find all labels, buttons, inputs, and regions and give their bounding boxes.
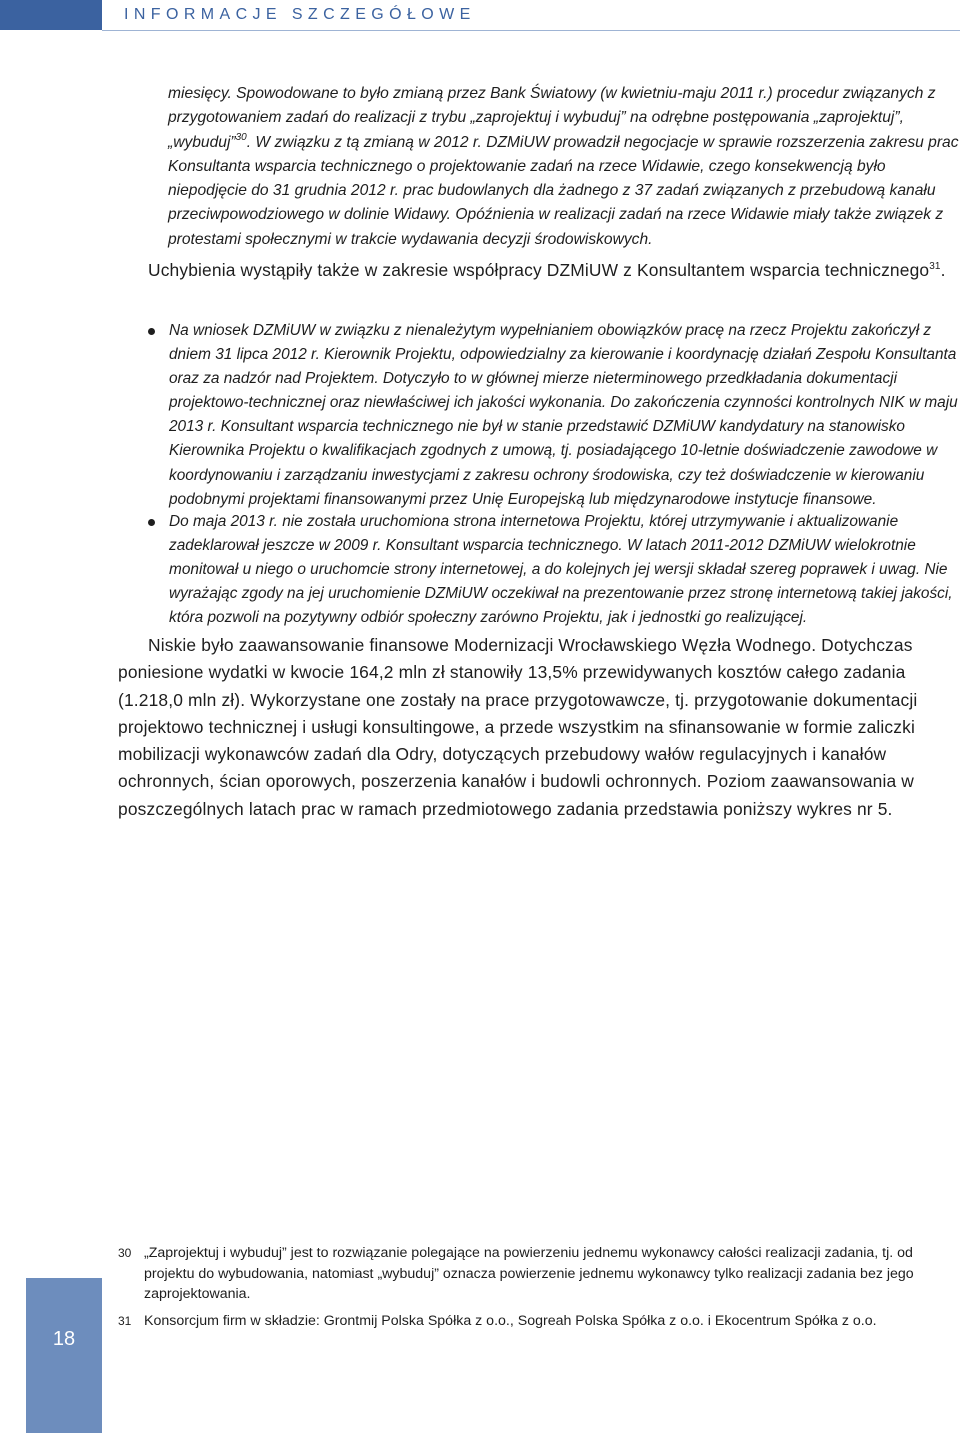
paragraph-financial-progress: [118, 632, 960, 823]
header-accent-bar: [0, 0, 102, 30]
section-header-title: INFORMACJE SZCZEGÓŁOWE: [124, 6, 476, 23]
bullet-item-website: [118, 510, 960, 630]
bullet-item-project-manager: [118, 319, 960, 512]
footnote-text: „Zaprojektuj i wybuduj” jest to rozwiązanie polegające na powierzeniu jednemu wykonawcy całości realizacji zadania, tj. od projektu do wybudowania, natomiast „wybuduj” oznacza powierzenie jednemu wykonawcy tylko realizacji zadania bez jego zaprojektowania.: [144, 1245, 914, 1302]
bullet-dot-icon: [148, 519, 155, 526]
footnote-31: [118, 1311, 960, 1332]
footnote-30: [118, 1243, 960, 1305]
header-rule: [102, 30, 960, 31]
footnote-ref-30[interactable]: 30: [235, 131, 247, 143]
bullet-text: Na wniosek DZMiUW w związku z nienależytym wypełnianiem obowiązków pracę na rzecz Projektu zakończył z dniem 31 lipca 2012 r. Kierownik Projektu, odpowiedzialny za kierowanie i koordynację działań Zespołu Konsultanta oraz za nadzór nad Projektem. Dotyczyło to w głównej mierze nieterminowego przedkładania dokumentacji projektowo-technicznej oraz niewłaściwej ich jakości wykonania. Do zakończenia czynności kontrolnych NIK w maju 2013 r. Konsultant wsparcia technicznego nie był w stanie przedstawić DZMiUW kandydatury na stanowisko Kierownika Projektu o kwalifikacjach zgodnych z umową, tj. posiadającego 10-letnie doświadczenie zawodowe w koordynowaniu i zarządzaniu inwestycjami z zakresu ochrony środowiska, czy też doświadczenie w kierowaniu podobnymi projektami finansowanymi przez Unię Europejską lub międzynarodowe instytucje finansowe.: [169, 322, 958, 508]
paragraph-consultant-issues: [118, 257, 960, 284]
page-number: 18: [52, 1328, 76, 1350]
italic-intro-paragraph: [168, 82, 960, 252]
footnote-ref-31[interactable]: 31: [929, 261, 941, 272]
paragraph-consultant-text: Uchybienia wystąpiły także w zakresie współpracy DZMiUW z Konsultantem wsparcia technicznego: [148, 260, 930, 280]
paragraph-consultant-end: .: [940, 260, 946, 280]
italic-intro-text-1: miesięcy. Spowodowane to było zmianą przez Bank Światowy (w kwietniu-maju 2011 r.) procedur związanych z przygotowaniem zadań do realizacji z trybu „zaprojektuj i wybuduj” na odrębne postępowania „zaprojektuj”, „wybuduj”: [168, 85, 936, 151]
footnote-number: 30: [118, 1246, 132, 1260]
paragraph-financial-text: Niskie było zaawansowanie finansowe Modernizacji Wrocławskiego Węzła Wodnego. Dotychczas poniesione wydatki w kwocie 164,2 mln zł stanowiły 13,5% przewidywanych kosztów całego zadania (1.218,0 mln zł). Wykorzystane one zostały na prace przygotowawcze, tj. przygotowanie dokumentacji projektowo technicznej i usługi konsultingowe, a przede wszystkim na sfinansowanie w formie zaliczki mobilizacji wykonawców zadań dla Odry, dotyczących przebudowy wałów regulacyjnych i kanałów ochronnych, ścian oporowych, poszerzenia kanałów i budowli ochronnych. Poziom zaawansowania w poszczególnych latach prac w ramach przedmiotowego zadania przedstawia poniższy wykres nr 5.: [118, 635, 918, 819]
footnote-text: Konsorcjum firm w składzie: Grontmij Polska Spółka z o.o., Sogreah Polska Spółka z o.o. i Ekocentrum Spółka z o.o.: [144, 1313, 877, 1329]
bullet-dot-icon: [148, 328, 155, 335]
footnote-number: 31: [118, 1314, 132, 1328]
page-number-box: [26, 1278, 102, 1433]
bullet-text: Do maja 2013 r. nie została uruchomiona strona internetowa Projektu, której utrzymywanie i aktualizowanie zadeklarował jeszcze w 2009 r. Konsultant wsparcia technicznego. W latach 2011-2012 DZMiUW wielokrotnie monitował u niego o uruchomcie strony internetowej, a do kolejnych jej wersji składał szereg poprawek i uwag. Nie wyrażając zgody na jej uruchomienie DZMiUW oczekiwał na prezentowanie przez stronę internetową takiej jakości, która pozwoli na pozytywny odbiór społeczny zarówno Projektu, jak i jednostki go realizującej.: [169, 513, 953, 627]
italic-intro-text-2: . W związku z tą zmianą w 2012 r. DZMiUW prowadził negocjacje w sprawie rozszerzenia zakresu prac Konsultanta wsparcia technicznego o projektowanie zadań na rzece Widawie, czego konsekwencją było niepodjęcie do 31 grudnia 2012 r. prac budowlanych dla żadnego z 37 zadań związanych z przebudową kanału przeciwpowodziowego w dolinie Widawy. Opóźnienia w realizacji zadań na rzece Widawie miały także związek z protestami społecznymi w trakcie wydawania decyzji środowiskowych.: [168, 133, 959, 248]
